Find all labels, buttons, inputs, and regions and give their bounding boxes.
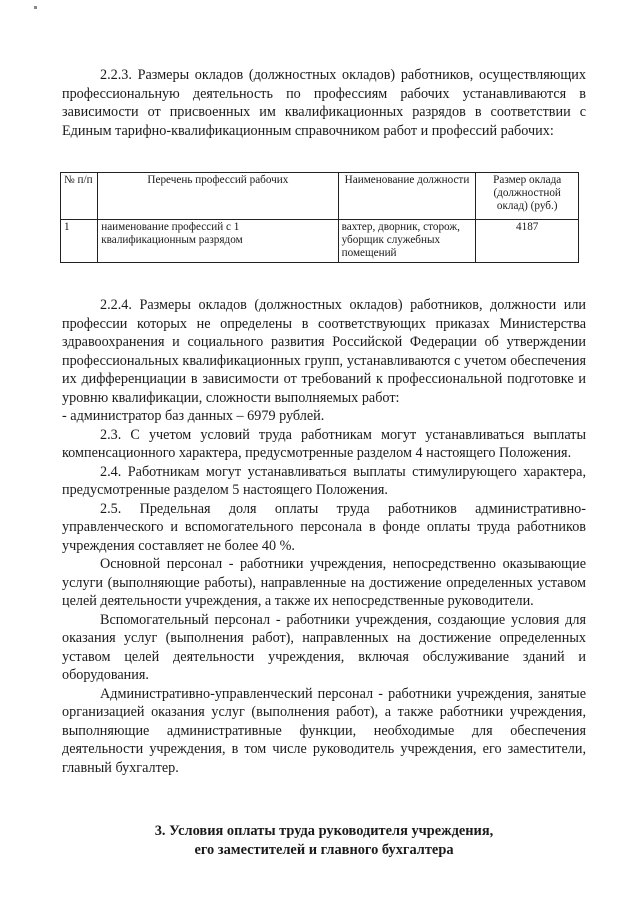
- cell-position: вахтер, дворник, сторож, уборщик служебных помещений: [338, 220, 476, 263]
- paragraph-2-2-4: 2.2.4. Размеры окладов (должностных окладов) работников, должности или профессии которых не определены в соответствующих приказах Министерства здравоохранения и социального развития Российской Федерации об утверждении профессиональных квалификационных групп, устанавливаются с учетом обеспечения их дифференциации в зависимости от требований к профессиональной подготовке и уровню квалификации, сложности выполняемых работ:: [62, 297, 586, 406]
- section-3-title-line-1: 3. Условия оплаты труда руководителя учреждения,: [154, 823, 494, 839]
- paragraph-2-4: 2.4. Работникам могут устанавливаться выплаты стимулирующего характера, предусмотренные разделом 5 настоящего Положения.: [62, 463, 586, 498]
- header-professions: Перечень профессий рабочих: [98, 173, 338, 220]
- paragraph-main-staff: Основной персонал - работники учреждения, непосредственно оказывающие услуги (выполняющие работы), направленные на достижение определенных уставом целей деятельности учреждения, а также их непосредственные руководители.: [62, 556, 586, 609]
- section-3-heading: [62, 822, 586, 860]
- cell-salary: 4187: [476, 220, 579, 263]
- table-row: [61, 220, 579, 263]
- professions-table: [60, 172, 579, 263]
- paragraph-2-2-3: 2.2.3. Размеры окладов (должностных окладов) работников, осуществляющих профессиональную деятельность по профессиям рабочих устанавливаются в зависимости от присвоенных им квалификационных разрядов в соответствии с Единым тарифно-квалификационным справочником работ и профессий рабочих:: [62, 67, 586, 139]
- table-header-row: [61, 173, 579, 220]
- section-2-2-3: [62, 66, 586, 140]
- header-number: № п/п: [61, 173, 98, 220]
- paragraph-2-3: 2.3. С учетом условий труда работникам могут устанавливаться выплаты компенсационного характера, предусмотренные разделом 4 настоящего Положения.: [62, 426, 586, 461]
- section-3-title-line-2: его заместителей и главного бухгалтера: [194, 842, 454, 858]
- admin-salary-line: - администратор баз данных – 6979 рублей.: [62, 408, 325, 424]
- paragraph-2-5: 2.5. Предельная доля оплаты труда работников административно-управленческого и вспомогательного персонала в фонде оплаты труда работников учреждения составляет не более 40 %.: [62, 500, 586, 554]
- cell-number: 1: [61, 220, 98, 263]
- header-position: Наименование должности: [338, 173, 476, 220]
- scan-speck: [34, 6, 37, 9]
- section-2-body: [62, 296, 586, 777]
- header-salary: Размер оклада (должностной оклад) (руб.): [476, 173, 579, 220]
- cell-profession: наименование профессий с 1 квалификационным разрядом: [98, 220, 338, 263]
- paragraph-admin-staff: Административно-управленческий персонал - работники учреждения, занятые организацией оказания услуг (выполнения работ), а также работники учреждения, выполняющие административные функции, необходимые для обеспечения деятельности учреждения, в том числе руководитель учреждения, его заместители, главный бухгалтер.: [62, 685, 586, 776]
- paragraph-support-staff: Вспомогательный персонал - работники учреждения, создающие условия для оказания услуг (выполнения работ), направленных на достижение определенных уставом целей деятельности учреждения, включая обслуживание зданий и оборудования.: [62, 611, 586, 683]
